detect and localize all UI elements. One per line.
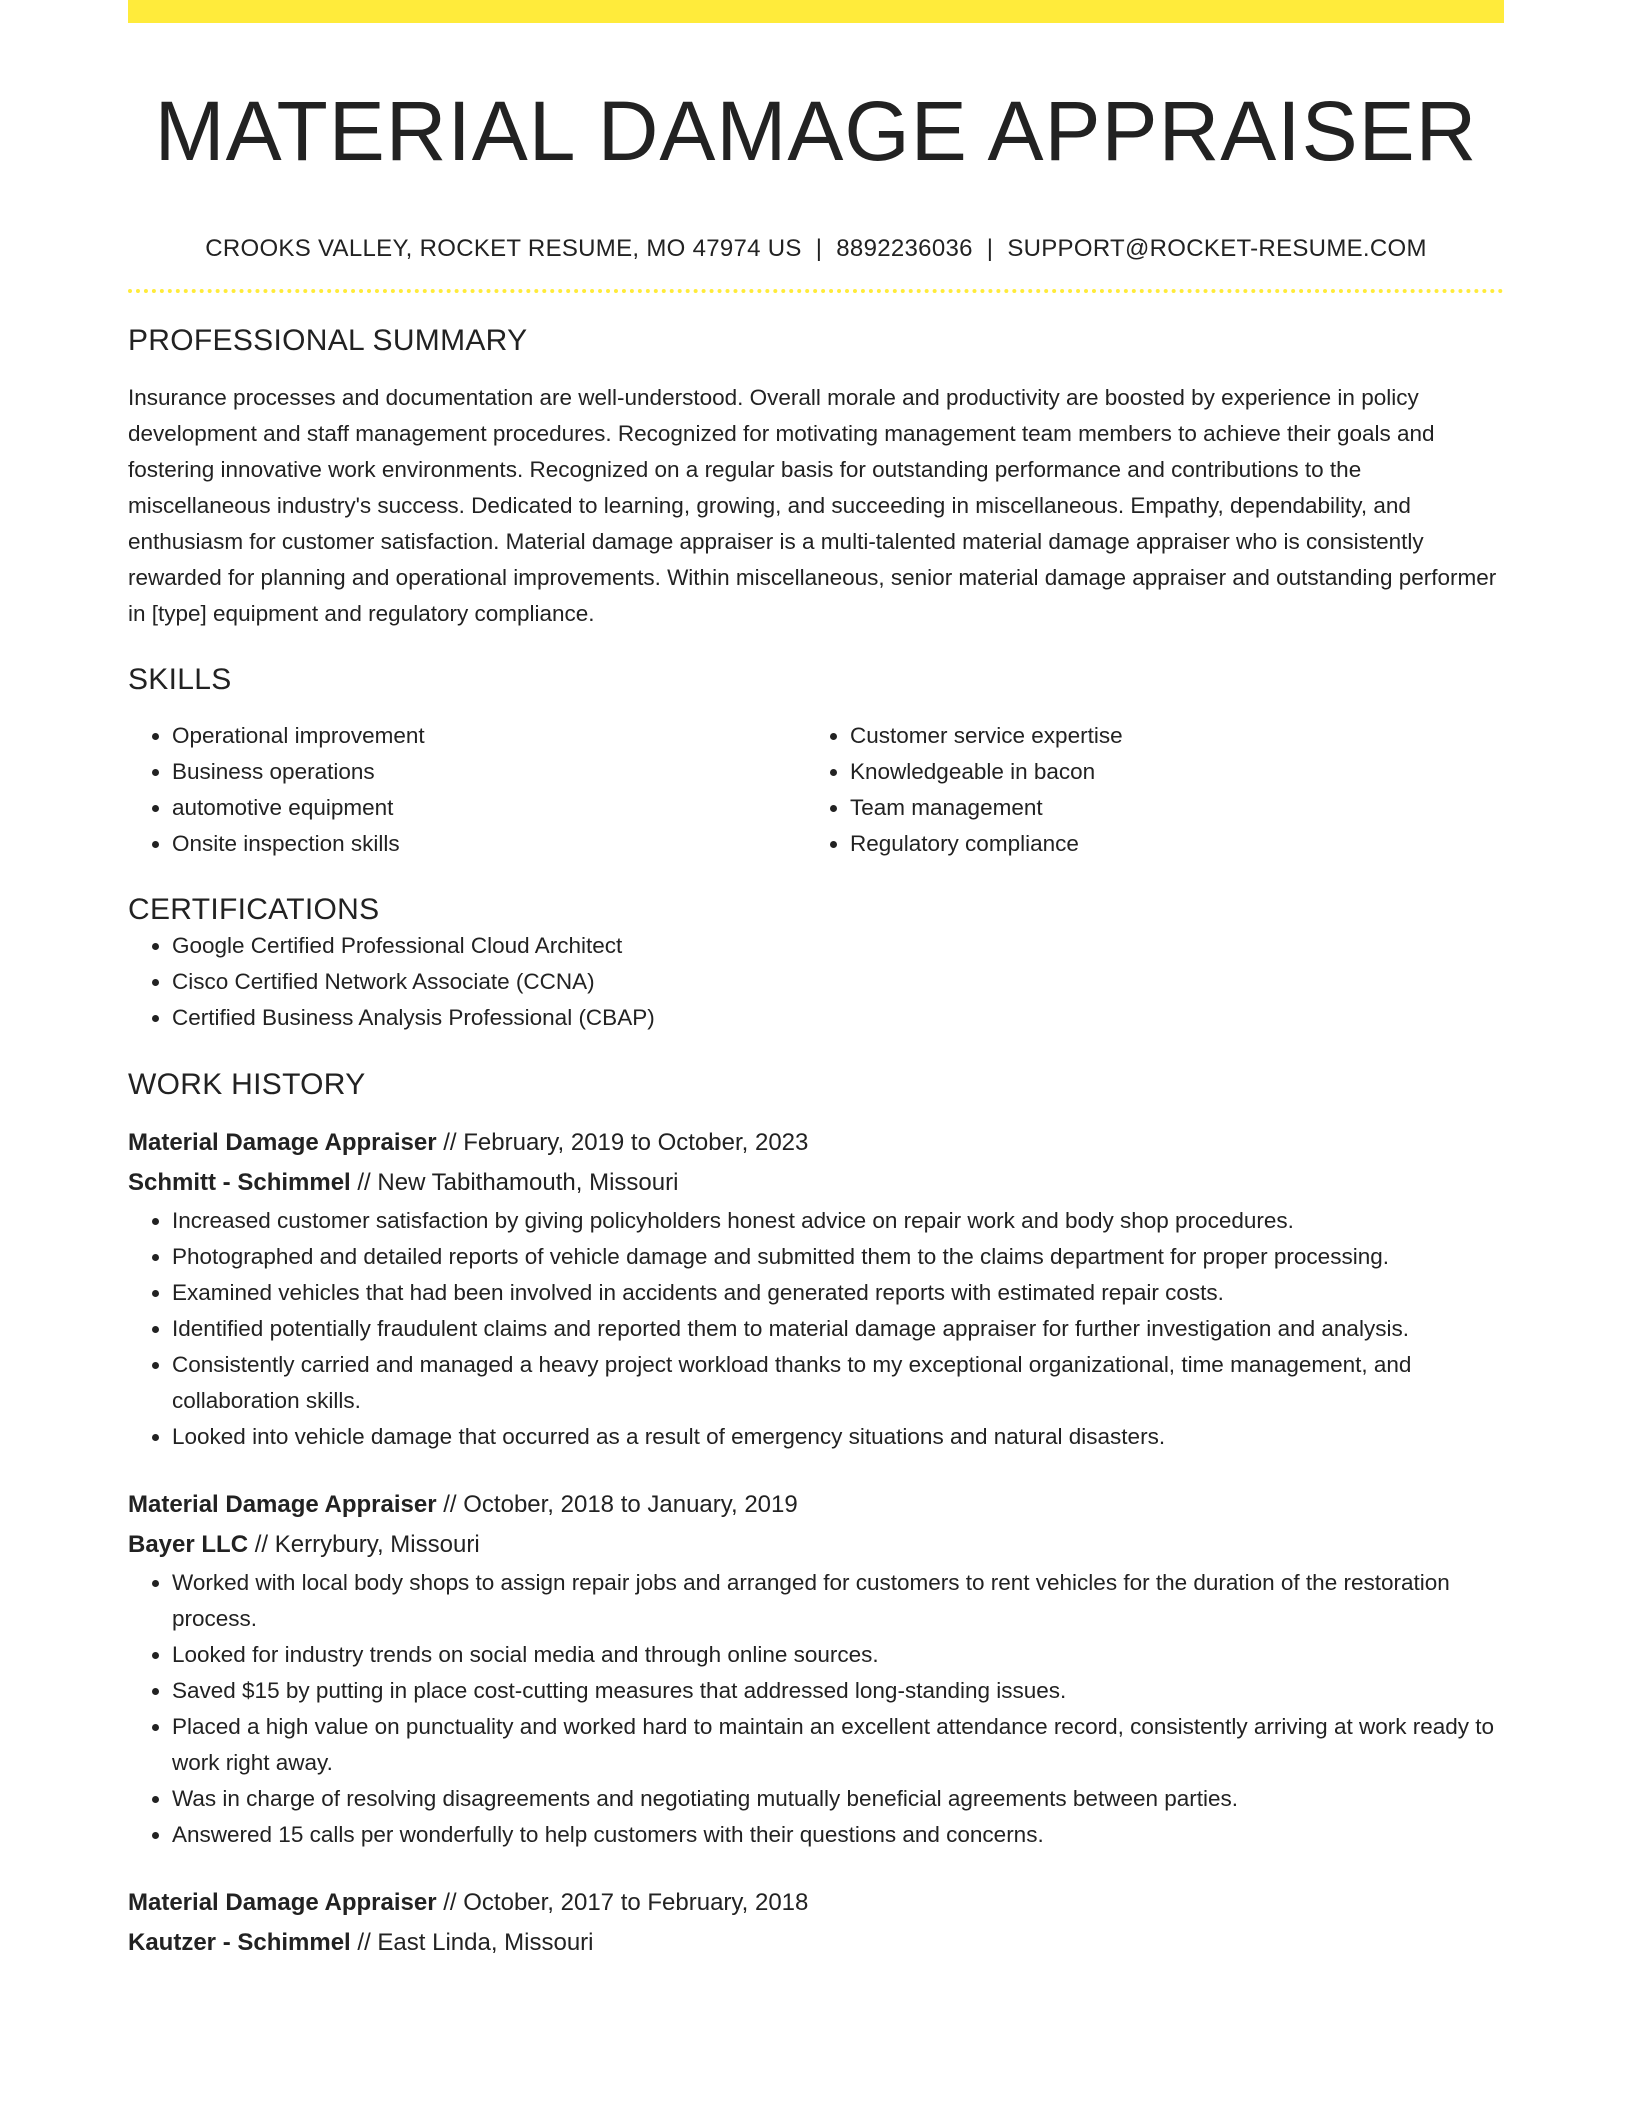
job-duties-list <box>128 1565 1504 1853</box>
skill-item: • Regulatory compliance <box>850 826 1484 862</box>
job-location: // East Linda, Missouri <box>357 1929 594 1956</box>
contact-separator: | <box>986 235 994 262</box>
job-company-line <box>128 1923 1504 1963</box>
contact-phone: 8892236036 <box>836 235 973 262</box>
job-duty: • Answered 15 calls per wonderfully to help customers with their questions and concerns. <box>172 1817 1504 1853</box>
job-role: Material Damage Appraiser <box>128 1491 437 1518</box>
job-role-line <box>128 1883 1504 1923</box>
contact-line <box>128 233 1504 265</box>
skills-list-right <box>806 718 1484 862</box>
job-role: Material Damage Appraiser <box>128 1889 437 1916</box>
job-duty: • Looked into vehicle damage that occurred as a result of emergency situations and natural disasters. <box>172 1419 1504 1455</box>
top-accent-bar <box>128 0 1504 23</box>
certifications-list <box>128 928 1504 1036</box>
job-dates: // October, 2018 to January, 2019 <box>443 1491 798 1518</box>
skill-item: • Knowledgeable in bacon <box>850 754 1484 790</box>
job-duty: • Looked for industry trends on social media and through online sources. <box>172 1637 1504 1673</box>
job-duty: • Photographed and detailed reports of vehicle damage and submitted them to the claims department for proper processing. <box>172 1239 1504 1275</box>
certification-item: • Google Certified Professional Cloud Architect <box>172 928 1504 964</box>
skill-item: • Operational improvement <box>172 718 806 754</box>
job-duties-list <box>128 1203 1504 1455</box>
job-company: Schmitt - Schimmel <box>128 1169 351 1196</box>
skill-item: • Customer service expertise <box>850 718 1484 754</box>
skills-grid <box>128 718 1504 862</box>
job-dates: // February, 2019 to October, 2023 <box>443 1129 809 1156</box>
skill-item: • Team management <box>850 790 1484 826</box>
job-duty: • Increased customer satisfaction by giving policyholders honest advice on repair work and body shop procedures. <box>172 1203 1504 1239</box>
resume-page <box>128 0 1504 1963</box>
job-role-line <box>128 1123 1504 1163</box>
work-history-heading: WORK HISTORY <box>128 1068 366 1101</box>
job-duty: • Examined vehicles that had been involved in accidents and generated reports with estimated repair costs. <box>172 1275 1504 1311</box>
skill-item: • Onsite inspection skills <box>172 826 806 862</box>
contact-address: CROOKS VALLEY, ROCKET RESUME, MO 47974 US <box>205 235 802 262</box>
job-company: Bayer LLC <box>128 1531 249 1558</box>
job-duty: • Worked with local body shops to assign repair jobs and arranged for customers to rent vehicles for the duration of the restoration process. <box>172 1565 1504 1637</box>
job-entry <box>128 1883 1504 1963</box>
job-duty: • Placed a high value on punctuality and worked hard to maintain an excellent attendance record, consistently arriving at work ready to work right away. <box>172 1709 1504 1781</box>
skill-item: • automotive equipment <box>172 790 806 826</box>
certifications-heading: CERTIFICATIONS <box>128 893 380 926</box>
contact-email: SUPPORT@ROCKET-RESUME.COM <box>1007 235 1427 262</box>
job-location: // Kerrybury, Missouri <box>254 1531 480 1558</box>
skill-item: • Business operations <box>172 754 806 790</box>
job-role: Material Damage Appraiser <box>128 1129 437 1156</box>
job-location: // New Tabithamouth, Missouri <box>357 1169 679 1196</box>
skills-heading: SKILLS <box>128 663 232 696</box>
header-divider <box>128 289 1504 293</box>
job-company-line <box>128 1163 1504 1203</box>
summary-text: Insurance processes and documentation are well-understood. Overall morale and productivity are boosted by experience in policy development and staff management procedures. Recognized for motivating management team members to achieve their goals and fostering innovative work environments. Recognized on a regular basis for outstanding performance and contributions to the miscellaneous industry's success. Dedicated to learning, growing, and succeeding in miscellaneous. Empathy, dependability, and enthusiasm for customer satisfaction. Material damage appraiser is a multi-talented material damage appraiser who is consistently rewarded for planning and operational improvements. Within miscellaneous, senior material damage appraiser and outstanding performer in [type] equipment and regulatory compliance. <box>128 385 1497 626</box>
job-company: Kautzer - Schimmel <box>128 1929 351 1956</box>
certification-item: • Certified Business Analysis Professional (CBAP) <box>172 1000 1504 1036</box>
job-entry <box>128 1485 1504 1853</box>
job-dates: // October, 2017 to February, 2018 <box>443 1889 809 1916</box>
skills-list-left <box>128 718 806 862</box>
job-duty: • Was in charge of resolving disagreements and negotiating mutually beneficial agreements between parties. <box>172 1781 1504 1817</box>
summary-heading: PROFESSIONAL SUMMARY <box>128 324 528 357</box>
job-duty: • Saved $15 by putting in place cost-cutting measures that addressed long-standing issues. <box>172 1673 1504 1709</box>
resume-name: MATERIAL DAMAGE APPRAISER <box>154 84 1478 178</box>
contact-separator: | <box>815 235 823 262</box>
job-duty: • Identified potentially fraudulent claims and reported them to material damage appraiser for further investigation and analysis. <box>172 1311 1504 1347</box>
job-role-line <box>128 1485 1504 1525</box>
job-duty: • Consistently carried and managed a heavy project workload thanks to my exceptional organizational, time management, and collaboration skills. <box>172 1347 1504 1419</box>
certification-item: • Cisco Certified Network Associate (CCNA) <box>172 964 1504 1000</box>
job-entry <box>128 1123 1504 1455</box>
job-company-line <box>128 1525 1504 1565</box>
